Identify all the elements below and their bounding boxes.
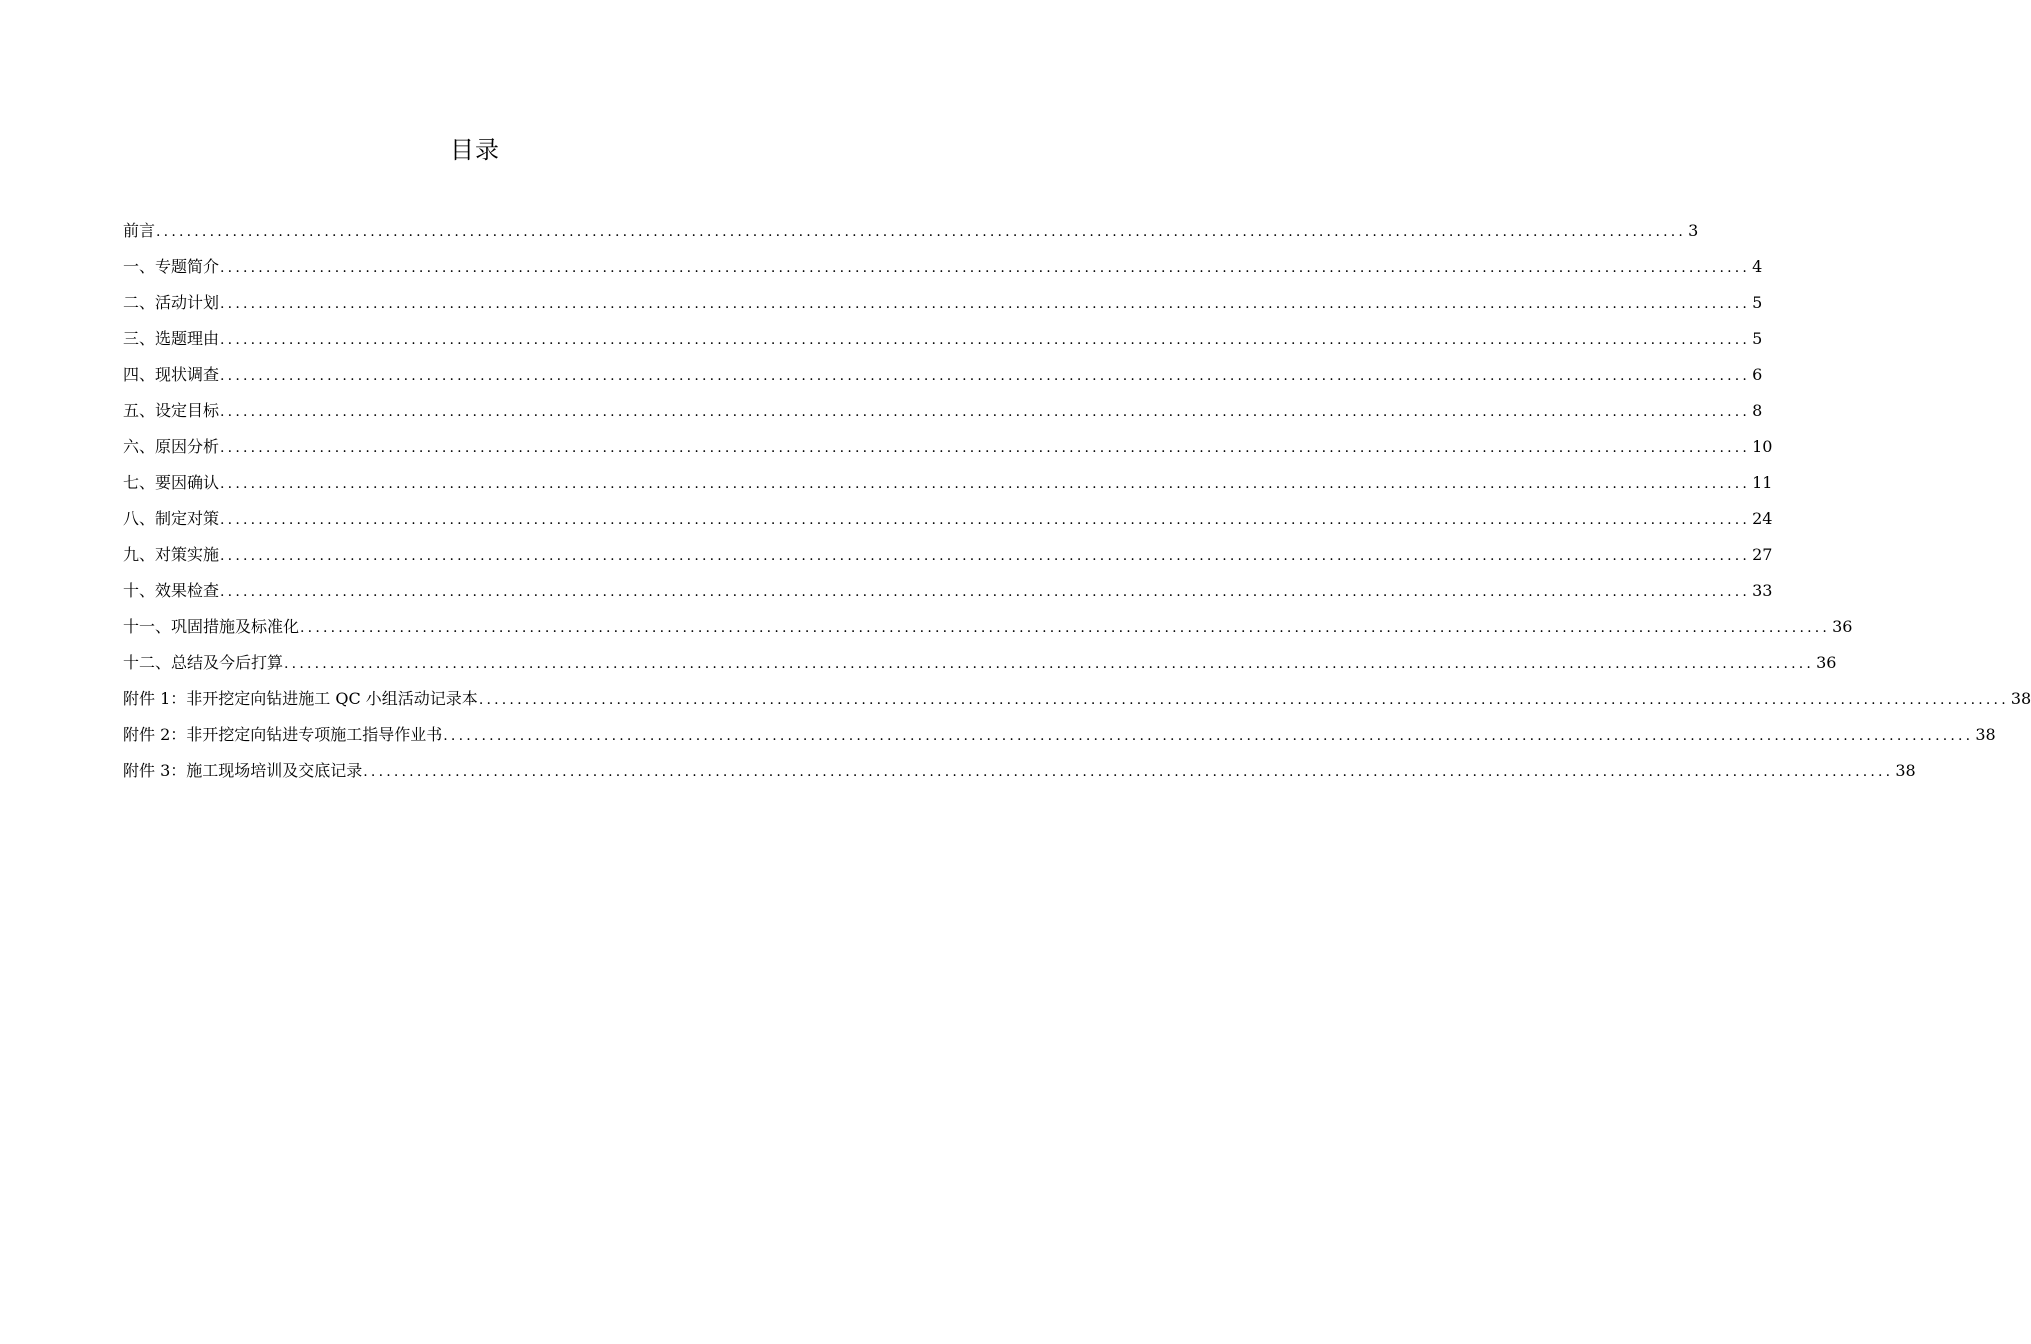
toc-title: 目录	[450, 136, 500, 164]
toc-entry[interactable]	[123, 573, 1773, 609]
toc-entry-page: 36	[1832, 617, 1853, 636]
toc-entry-label: 一、专题简介	[123, 257, 220, 276]
toc-entry-label: 附件 1：非开挖定向钻进施工 QC 小组活动记录本	[123, 689, 478, 708]
toc-leader-dots: ........................................................................................................................................................................................................	[220, 476, 1751, 492]
toc-entry-label: 附件 3：施工现场培训及交底记录	[123, 761, 363, 780]
toc-leader-dots: ........................................................................................................................................................................................................	[220, 584, 1751, 600]
toc-entry-label: 十、效果检查	[123, 581, 220, 600]
toc-entry[interactable]	[123, 321, 1763, 357]
toc-entry-page: 4	[1752, 257, 1763, 276]
toc-leader-dots: ........................................................................................................................................................................................................	[284, 656, 1815, 672]
toc-entry-page: 6	[1752, 365, 1763, 384]
toc-entry-label: 九、对策实施	[123, 545, 220, 564]
toc-entry[interactable]	[123, 213, 1699, 249]
toc-entry-label: 附件 2：非开挖定向钻进专项施工指导作业书	[123, 725, 443, 744]
toc-leader-dots: ........................................................................................................................................................................................................	[220, 260, 1751, 276]
toc-entry[interactable]	[123, 393, 1763, 429]
toc-leader-dots: ........................................................................................................................................................................................................	[220, 440, 1751, 456]
toc-entry-label: 八、制定对策	[123, 509, 220, 528]
toc-list	[123, 213, 2031, 789]
toc-leader-dots: ........................................................................................................................................................................................................	[220, 404, 1751, 420]
toc-entry-page: 24	[1752, 509, 1773, 528]
toc-entry[interactable]	[123, 357, 1763, 393]
toc-entry-page: 38	[1975, 725, 1996, 744]
toc-leader-dots: ........................................................................................................................................................................................................	[363, 764, 1894, 780]
toc-entry-page: 33	[1752, 581, 1773, 600]
toc-leader-dots: ........................................................................................................................................................................................................	[300, 620, 1831, 636]
toc-entry-page: 38	[1895, 761, 1916, 780]
toc-entry-label: 二、活动计划	[123, 293, 220, 312]
toc-entry-label: 六、原因分析	[123, 437, 220, 456]
toc-entry-page: 11	[1752, 473, 1773, 492]
toc-entry[interactable]	[123, 753, 1916, 789]
toc-entry-label: 五、设定目标	[123, 401, 220, 420]
toc-entry[interactable]	[123, 429, 1773, 465]
toc-entry-page: 38	[2010, 689, 2031, 708]
toc-entry-label: 三、选题理由	[123, 329, 220, 348]
toc-leader-dots: ........................................................................................................................................................................................................	[478, 692, 2009, 708]
toc-leader-dots: ........................................................................................................................................................................................................	[220, 332, 1751, 348]
toc-leader-dots: ........................................................................................................................................................................................................	[220, 548, 1751, 564]
toc-entry[interactable]	[123, 249, 1763, 285]
toc-entry-label: 十一、巩固措施及标准化	[123, 617, 300, 636]
toc-leader-dots: ........................................................................................................................................................................................................	[220, 368, 1751, 384]
toc-entry-label: 七、要因确认	[123, 473, 220, 492]
toc-entry[interactable]	[123, 681, 2031, 717]
toc-entry-page: 5	[1752, 329, 1763, 348]
toc-entry-label: 前言	[123, 221, 156, 240]
toc-entry[interactable]	[123, 285, 1763, 321]
toc-leader-dots: ........................................................................................................................................................................................................	[220, 296, 1751, 312]
toc-entry[interactable]	[123, 717, 1996, 753]
toc-entry-page: 36	[1816, 653, 1837, 672]
toc-leader-dots: ........................................................................................................................................................................................................	[220, 512, 1751, 528]
toc-entry[interactable]	[123, 537, 1773, 573]
toc-entry[interactable]	[123, 645, 1837, 681]
toc-entry[interactable]	[123, 609, 1853, 645]
toc-entry-page: 10	[1752, 437, 1773, 456]
toc-entry-page: 3	[1688, 221, 1699, 240]
toc-entry-page: 8	[1752, 401, 1763, 420]
toc-entry-label: 四、现状调查	[123, 365, 220, 384]
toc-entry-page: 5	[1752, 293, 1763, 312]
toc-entry[interactable]	[123, 501, 1773, 537]
toc-entry-label: 十二、总结及今后打算	[123, 653, 284, 672]
toc-entry-page: 27	[1752, 545, 1773, 564]
toc-leader-dots: ........................................................................................................................................................................................................	[156, 224, 1687, 240]
toc-leader-dots: ........................................................................................................................................................................................................	[443, 728, 1974, 744]
toc-entry[interactable]	[123, 465, 1773, 501]
